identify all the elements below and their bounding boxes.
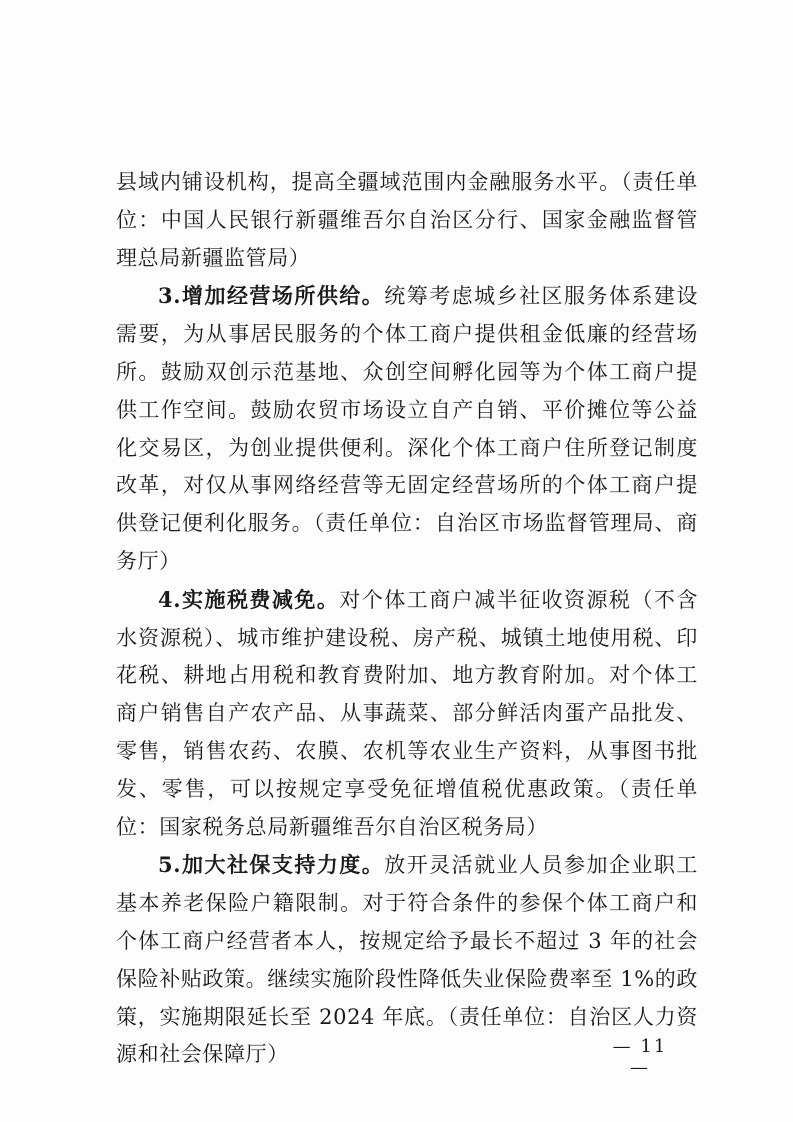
paragraph-text: 放开灵活就业人员参加企业职工基本养老保险户籍限制。对于符合条件的参保个体工商户和个体工商户经营者本人，按规定给予最长不超过 3 年的社会保险补贴政策。继续实施阶段性降低失业保险费率至 1%的政策，实施期限延长至 2024 年底。（责任单位：自治区人力资源和社会保障厅） [116, 853, 698, 1067]
paragraph-continuation [116, 164, 698, 277]
section-heading: 3.增加经营场所供给。 [158, 283, 385, 309]
paragraph-text: 县域内铺设机构，提高全疆域范围内金融服务水平。（责任单位：中国人民银行新疆维吾尔自治区分行、国家金融监督管理总局新疆监管局） [116, 170, 698, 270]
paragraph-tax-reduction [116, 581, 698, 847]
section-heading: 5.加大社保支持力度。 [158, 852, 385, 878]
section-heading: 4.实施税费减免。 [158, 586, 340, 612]
document-body [116, 164, 698, 1074]
page-number: — 11 — [612, 1036, 668, 1078]
paragraph-text: 统筹考虑城乡社区服务体系建设需要，为从事居民服务的个体工商户提供租金低廉的经营场所。鼓励双创示范基地、众创空间孵化园等为个体工商户提供工作空间。鼓励农贸市场设立自产自销、平价摊位等公益化交易区，为创业提供便利。深化个体工商户住所登记制度改革，对仅从事网络经营等无固定经营场所的个体工商户提供登记便利化服务。（责任单位：自治区市场监督管理局、商务厅） [116, 284, 698, 573]
paragraph-text: 对个体工商户减半征收资源税（不含水资源税）、城市维护建设税、房产税、城镇土地使用税、印花税、耕地占用税和教育费附加、地方教育附加。对个体工商户销售自产农产品、从事蔬菜、部分鲜活肉蛋产品批发、零售，销售农药、农膜、农机等农业生产资料，从事图书批发、零售，可以按规定享受免征增值税优惠政策。（责任单位：国家税务总局新疆维吾尔自治区税务局） [116, 587, 698, 839]
paragraph-business-premises [116, 277, 698, 580]
